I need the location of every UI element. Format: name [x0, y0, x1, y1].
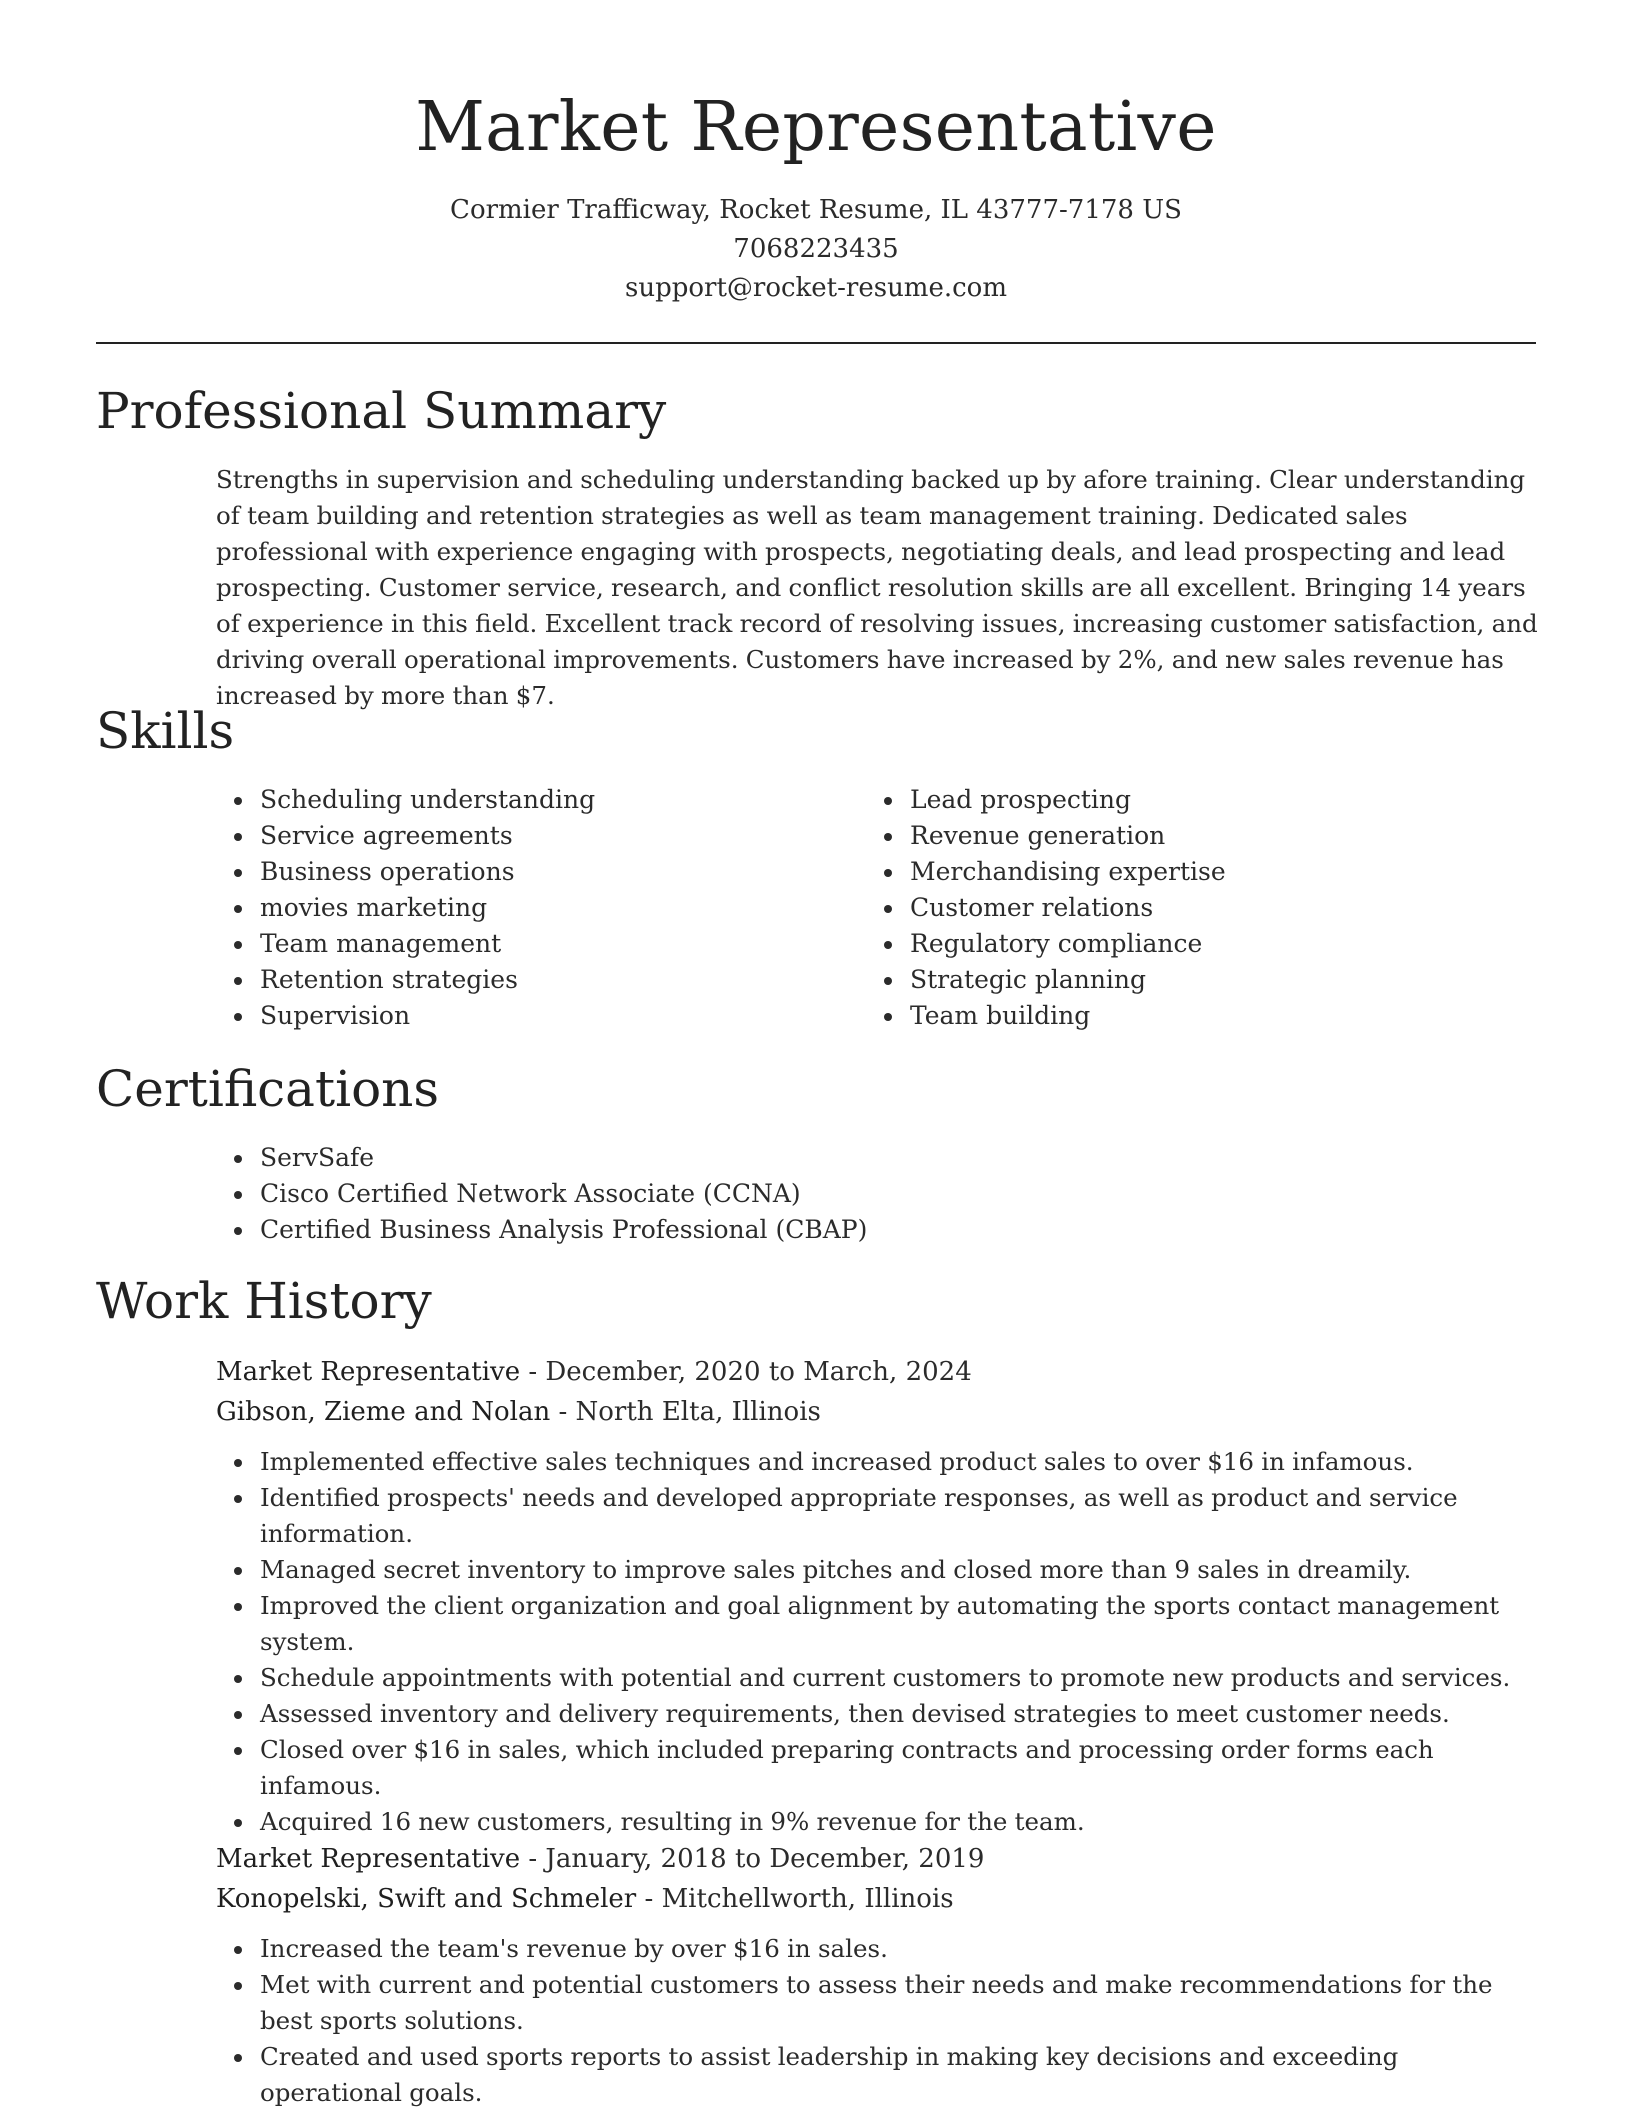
header-divider [96, 342, 1536, 344]
job-title-line [216, 1352, 1536, 1392]
job-company: Gibson, Zieme and Nolan [216, 1397, 551, 1427]
job-location: North Elta, Illinois [575, 1397, 821, 1427]
summary-text: Strengths in supervision and scheduling understanding backed up by afore training. Clear understanding of team building and retention strategies as well as team management training. Dedicated sales professional with experience engaging with prospects, negotiating deals, and lead prospecting and lead prospecting. Customer service, research, and conflict resolution skills are all excellent. Bringing 14 years of experience in this field. Excellent track record of resolving issues, increasing customer satisfaction, and driving overall operational improvements. Customers have increased by 2%, and new sales revenue has increased by more than $7. [216, 465, 1538, 710]
job-separator: - [644, 1884, 662, 1914]
job-title-line [216, 1839, 1536, 1879]
job-bullet: Closed over $16 in sales, which included preparing contracts and processing order forms each infamous. [216, 1732, 1536, 1804]
certification-item: Cisco Certified Network Associate (CCNA) [216, 1176, 1416, 1212]
skill-item: Revenue generation [866, 818, 1466, 854]
job-dates: January, 2018 to December, 2019 [545, 1844, 985, 1874]
certification-item: Certified Business Analysis Professional (CBAP) [216, 1212, 1416, 1248]
job-company: Konopelski, Swift and Schmeler [216, 1884, 637, 1914]
skills-column-left [216, 782, 816, 1034]
skill-item: Merchandising expertise [866, 854, 1466, 890]
job-bullet: Created and used sports reports to assist leadership in making key decisions and exceeding operational goals. [216, 2039, 1536, 2111]
job-entry [216, 1352, 1536, 1840]
job-separator: - [528, 1357, 546, 1387]
skills-column-right [866, 782, 1466, 1034]
job-bullet: Assessed inventory and delivery requirements, then devised strategies to meet customer needs. [216, 1696, 1536, 1732]
job-bullet: Identified prospects' needs and developed appropriate responses, as well as product and service information. [216, 1480, 1536, 1552]
skill-item: Lead prospecting [866, 782, 1466, 818]
job-bullet: Implemented effective sales techniques and increased product sales to over $16 in infamous. [216, 1444, 1536, 1480]
contact-email: support@rocket-resume.com [624, 273, 1007, 303]
contact-address: Cormier Trafficway, Rocket Resume, IL 43777-7178 US [450, 195, 1182, 225]
job-company-line [216, 1879, 1536, 1919]
skill-item: Team management [216, 926, 816, 962]
skill-item: Strategic planning [866, 962, 1466, 998]
skill-item: Team building [866, 998, 1466, 1034]
job-location: Mitchellworth, Illinois [661, 1884, 954, 1914]
job-bullets [216, 1444, 1536, 1840]
job-bullets [216, 1931, 1536, 2111]
resume-name: Market Representative [415, 88, 1217, 167]
skill-item: Retention strategies [216, 962, 816, 998]
job-bullet: Met with current and potential customers to assess their needs and make recommendations for the best sports solutions. [216, 1967, 1536, 2039]
job-separator: - [528, 1844, 546, 1874]
job-company-line [216, 1392, 1536, 1432]
skill-item: Scheduling understanding [216, 782, 816, 818]
job-dates: December, 2020 to March, 2024 [545, 1357, 972, 1387]
skill-item: movies marketing [216, 890, 816, 926]
skill-item: Customer relations [866, 890, 1466, 926]
certifications-list [216, 1140, 1416, 1248]
job-entry [216, 1839, 1536, 2111]
certification-item: ServSafe [216, 1140, 1416, 1176]
job-bullet: Acquired 16 new customers, resulting in 9% revenue for the team. [216, 1804, 1536, 1840]
skill-item: Supervision [216, 998, 816, 1034]
contact-block [0, 191, 1632, 308]
job-bullet: Improved the client organization and goal alignment by automating the sports contact management system. [216, 1588, 1536, 1660]
skill-item: Business operations [216, 854, 816, 890]
job-role: Market Representative [216, 1357, 521, 1387]
contact-phone: 7068223435 [733, 234, 899, 264]
summary-title: Professional Summary [96, 382, 667, 440]
job-bullet: Increased the team's revenue by over $16 in sales. [216, 1931, 1536, 1967]
work-history-title: Work History [96, 1272, 432, 1330]
skills-title: Skills [96, 702, 235, 760]
job-role: Market Representative [216, 1844, 521, 1874]
certifications-title: Certifications [96, 1060, 440, 1118]
skill-item: Regulatory compliance [866, 926, 1466, 962]
job-separator: - [558, 1397, 576, 1427]
job-bullet: Schedule appointments with potential and current customers to promote new products and services. [216, 1660, 1536, 1696]
skill-item: Service agreements [216, 818, 816, 854]
job-bullet: Managed secret inventory to improve sales pitches and closed more than 9 sales in dreamily. [216, 1552, 1536, 1588]
